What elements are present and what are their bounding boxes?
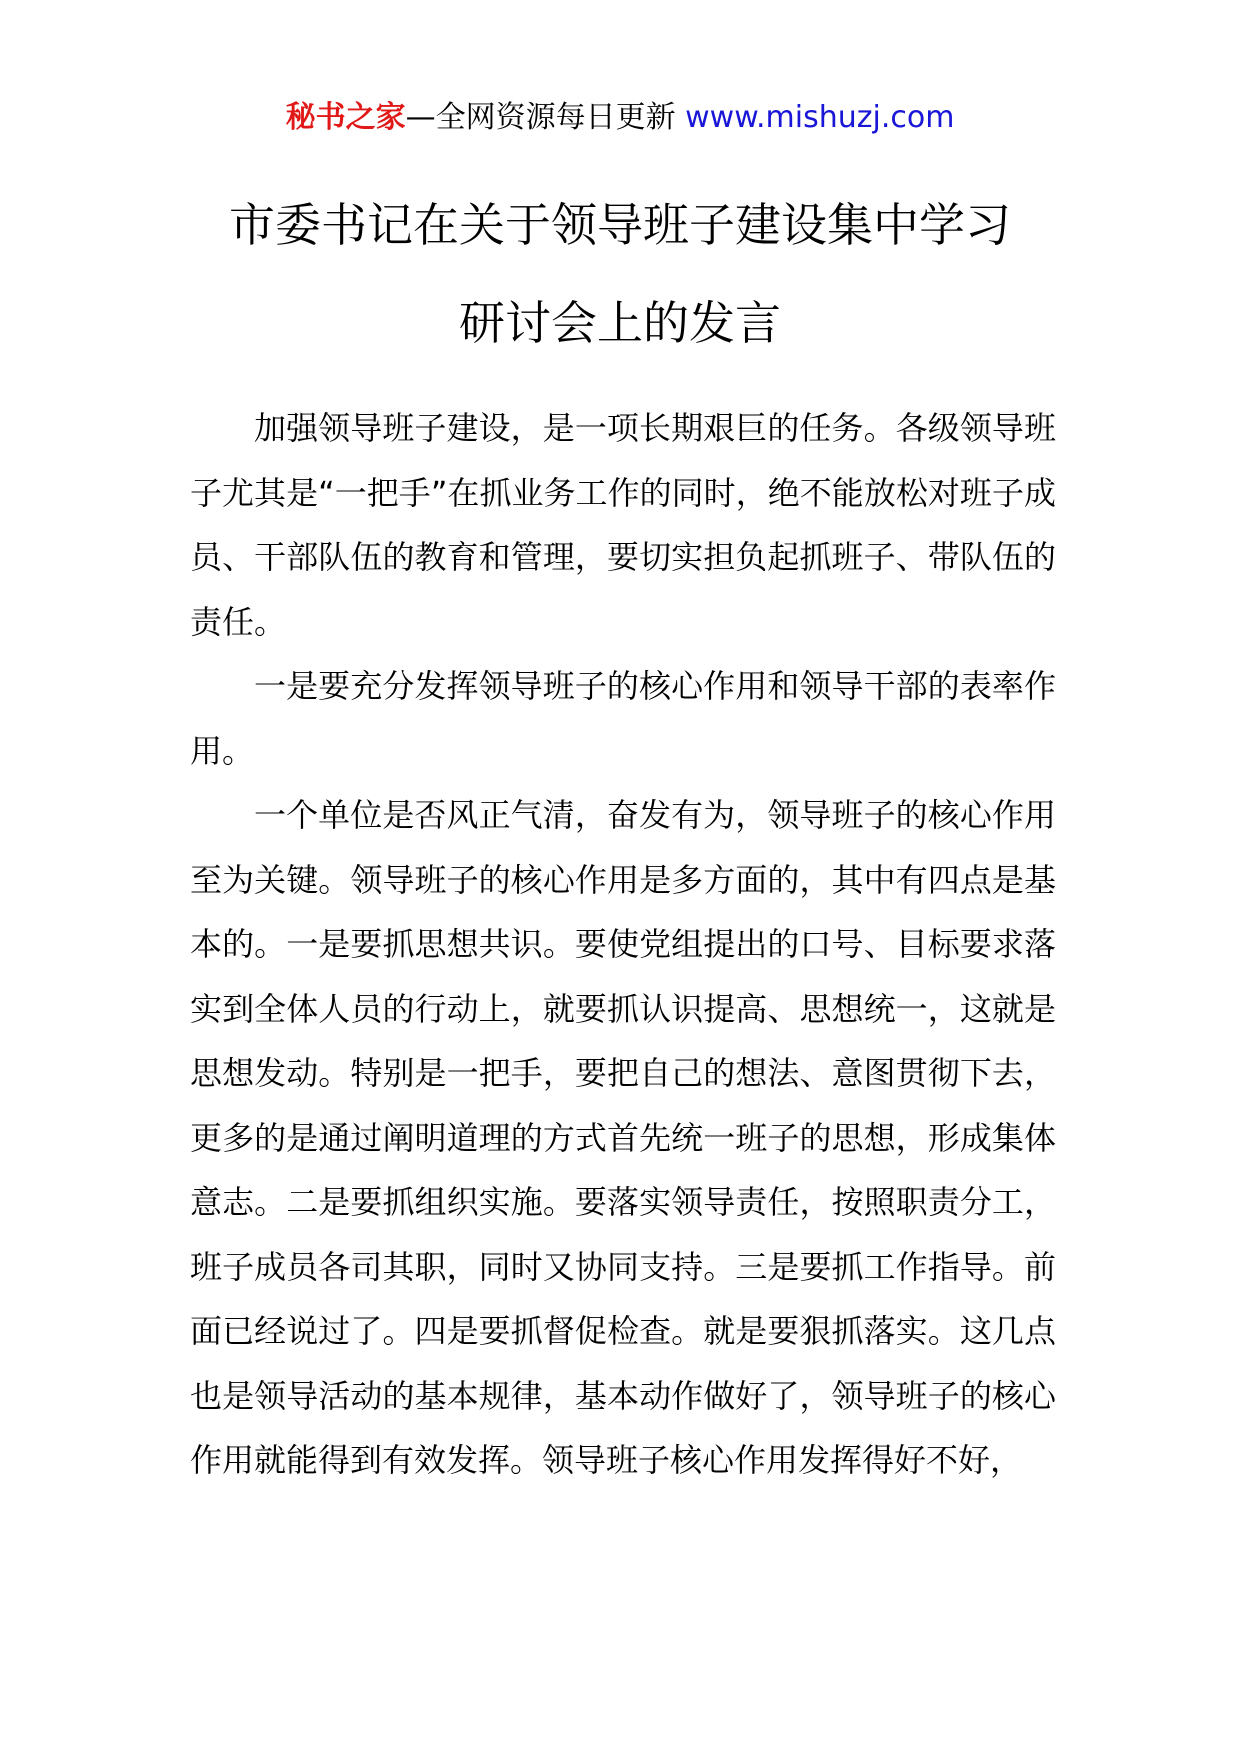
document-body — [190, 396, 1056, 1493]
site-slogan: —全网资源每日更新 — [405, 100, 686, 135]
site-header — [0, 98, 1240, 138]
body-paragraph-intro: 加强领导班子建设，是一项长期艰巨的任务。各级领导班子尤其是“一把手”在抓业务工作的同时，绝不能放松对班子成员、干部队伍的教育和管理，要切实担负起抓班子、带队伍的责任。 — [190, 409, 1056, 641]
site-url-link[interactable]: www.mishuzj.com — [685, 100, 955, 135]
body-paragraph-point-one: 一是要充分发挥领导班子的核心作用和领导干部的表率作用。 — [190, 667, 1056, 770]
document-title-line-2: 研讨会上的发言 — [459, 296, 781, 350]
site-brand: 秘书之家 — [285, 100, 406, 135]
document-title-line-1: 市委书记在关于领导班子建设集中学习 — [229, 198, 1011, 252]
body-paragraph-detail: 一个单位是否风正气清，奋发有为，领导班子的核心作用至为关键。领导班子的核心作用是多方面的，其中有四点是基本的。一是要抓思想共识。要使党组提出的口号、目标要求落实到全体人员的行动上，就要抓认识提高、思想统一，这就是思想发动。特别是一把手，要把自己的想法、意图贯彻下去，更多的是通过阐明道理的方式首先统一班子的思想，形成集体意志。二是要抓组织实施。要落实领导责任，按照职责分工，班子成员各司其职，同时又协同支持。三是要抓工作指导。前面已经说过了。四是要抓督促检查。就是要狠抓落实。这几点也是领导活动的基本规律，基本动作做好了，领导班子的核心作用就能得到有效发挥。领导班子核心作用发挥得好不好， — [190, 796, 1056, 1479]
